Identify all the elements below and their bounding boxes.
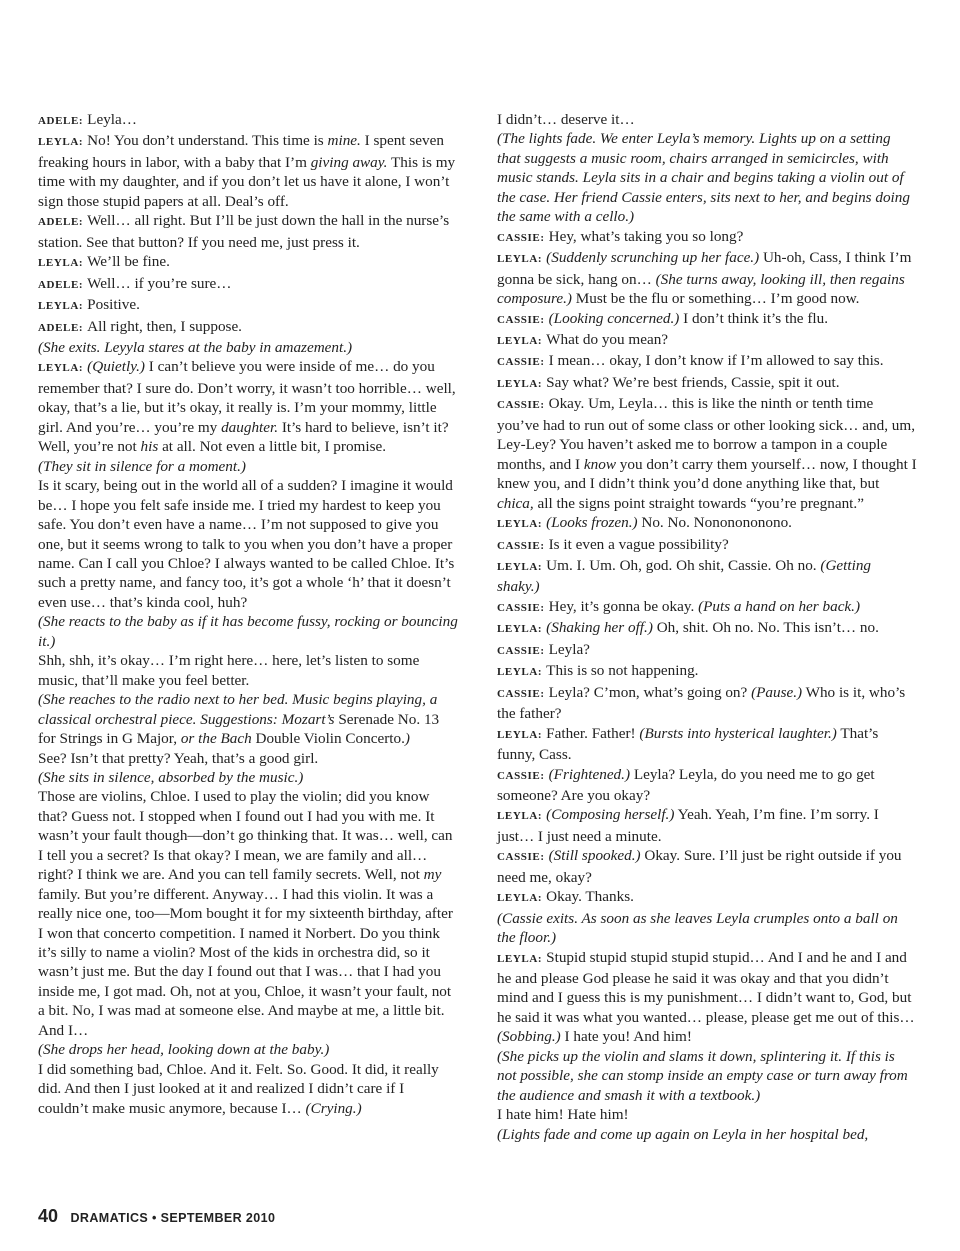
- italic-run: or the Bach: [177, 730, 256, 748]
- stage-direction: [38, 476, 458, 612]
- stage-direction: [38, 1040, 458, 1059]
- stage-direction: [38, 338, 458, 357]
- dialogue-line: [497, 227, 917, 248]
- speaker-name: LEYLA:: [497, 666, 543, 679]
- speaker-name: LEYLA:: [497, 810, 543, 823]
- dialogue-line: [38, 317, 458, 338]
- dialogue-line: [38, 211, 458, 252]
- italic-run: (Quietly.): [87, 358, 145, 376]
- speaker-name: CASSIE:: [497, 644, 545, 657]
- speaker-name: CASSIE:: [497, 769, 545, 782]
- text-run: Leyla…: [87, 111, 137, 128]
- speaker-name: ADELE:: [38, 216, 84, 229]
- text-run: I hate him! Hate him!: [497, 1106, 629, 1124]
- speaker-name: LEYLA:: [38, 136, 84, 149]
- text-run: Okay. Sure. I’ll just be right outside if you need me, okay?: [497, 847, 902, 886]
- italic-run: (They sit in silence for a moment.): [38, 457, 246, 475]
- text-run: All right, then, I suppose.: [87, 317, 242, 335]
- text-run: Oh, shit. Oh no. No. This isn’t… no.: [652, 619, 879, 637]
- text-run: See? Isn’t that pretty? Yeah, that’s a good girl.: [38, 749, 319, 767]
- italic-run: (Frightened.): [548, 765, 631, 783]
- text-run: at all. Not even a little bit, I promise.: [158, 438, 387, 456]
- dialogue-line: [497, 330, 917, 351]
- stage-direction: [38, 457, 458, 476]
- dialogue-line: [497, 948, 917, 1047]
- text-run: Positive.: [87, 296, 140, 314]
- text-run: Yeah. Yeah, I’m fine. I’m sorry. I just… I just need a minute.: [497, 806, 879, 845]
- text-run: Um. I. Um. Oh, god. Oh shit, Cassie. Oh no.: [546, 556, 821, 574]
- text-run: Double Violin Concerto.: [255, 730, 405, 748]
- speaker-name: CASSIE:: [497, 601, 545, 614]
- text-run: Leyla? Leyla, do you need me to go get someone? Are you okay?: [497, 765, 875, 804]
- dialogue-line: [497, 309, 917, 330]
- text-run: Hey, it’s gonna be okay.: [548, 597, 699, 615]
- speaker-name: ADELE:: [38, 321, 84, 334]
- text-run: Those are violins, Chloe. I used to play the violin; did you know that? Guess not. I stopped when I found out I had you with me. It wasn’t your fault though—don’t go thinking that. It was… well, can I tell you a secret? Is that okay? I mean, we are family and all… right? I think we are. And you can tell family secrets. Well, not: [38, 788, 453, 884]
- text-run: all the signs point straight towards “you’re pregnant.”: [533, 494, 864, 512]
- speaker-name: CASSIE:: [497, 356, 545, 369]
- speaker-name: ADELE:: [38, 278, 84, 291]
- dialogue-line: [497, 535, 917, 556]
- italic-run: (Puts a hand on her back.): [698, 597, 861, 615]
- speaker-name: LEYLA:: [497, 623, 543, 636]
- dialogue-line: [38, 252, 458, 273]
- dialogue-line: [497, 394, 917, 513]
- text-run: I can’t believe you were inside of me… do you remember that? I sure do. Don’t worry, it wasn’t too horrible… well, okay, that’s a lie, but it’s okay, it really is. I’m your mommy, little girl. And you’re… you’re my: [38, 358, 456, 436]
- speaker-name: LEYLA:: [497, 334, 543, 347]
- italic-run: (Still spooked.): [548, 847, 641, 865]
- text-run: Is it even a vague possibility?: [548, 535, 729, 553]
- left-script-column: [38, 110, 458, 1118]
- italic-run: (She reaches to the radio next to her bed. Music begins playing, a classical orchestral piece. Suggestions: Mozart’s: [38, 691, 438, 728]
- dialogue-line: [497, 683, 917, 724]
- stage-direction: [497, 129, 917, 226]
- speaker-name: CASSIE:: [497, 851, 545, 864]
- speaker-name: LEYLA:: [497, 253, 543, 266]
- italic-run: (She picks up the violin and slams it down, splintering it. If this is not possible, she can stomp inside an empty case or turn away from the audience and smash it with a textbook.): [497, 1047, 908, 1104]
- italic-run: (Cassie exits. As soon as she leaves Leyla crumples onto a ball on the floor.): [497, 909, 898, 947]
- italic-run: (Shaking her off.): [546, 619, 653, 637]
- text-run: No. No. Nononononono.: [637, 514, 792, 532]
- speaker-name: CASSIE:: [497, 231, 545, 244]
- dialogue-line: [497, 618, 917, 639]
- stage-direction: [497, 909, 917, 948]
- italic-run: know: [583, 455, 616, 473]
- italic-run: (Pause.): [751, 683, 803, 701]
- text-run: Well… if you’re sure…: [87, 274, 232, 292]
- italic-run: (She reacts to the baby as if it has become fussy, rocking or bouncing it.): [38, 613, 458, 650]
- italic-run: chica,: [497, 494, 534, 512]
- italic-run: his: [140, 438, 159, 456]
- speaker-name: CASSIE:: [497, 313, 545, 326]
- right-script-column: [497, 110, 917, 1144]
- text-run: This is my time with my daughter, and if you don’t let us have it alone, I won’t sign those stupid papers at all. Deal’s off.: [38, 153, 456, 210]
- text-run: I hate you! And him!: [560, 1028, 692, 1046]
- text-run: I did something bad, Chloe. And it. Felt. So. Good. It did, it really did. And then I just looked at it and realized I didn’t care if I couldn’t make music anymore, because I…: [38, 1060, 439, 1117]
- dialogue-line: [38, 131, 458, 211]
- dialogue-line: [497, 513, 917, 534]
- italic-run: mine.: [327, 132, 361, 150]
- italic-run: (Suddenly scrunching up her face.): [546, 249, 760, 267]
- stage-direction: [38, 768, 458, 787]
- dialogue-line: [497, 640, 917, 661]
- dialogue-line: [38, 295, 458, 316]
- speaker-name: CASSIE:: [497, 687, 545, 700]
- speaker-name: LEYLA:: [497, 728, 543, 741]
- italic-run: (Composing herself.): [546, 806, 675, 824]
- speaker-name: ADELE:: [38, 115, 84, 127]
- italic-run: my: [423, 866, 442, 884]
- text-run: you don’t carry them yourself… now, I thought I knew you, and I didn’t think you’d done anything like that, but: [497, 455, 917, 493]
- italic-run: (Lights fade and come up again on Leyla in her hospital bed,: [497, 1125, 869, 1143]
- speaker-name: LEYLA:: [497, 377, 543, 390]
- stage-direction: [497, 1125, 917, 1144]
- text-run: family. But you’re different. Anyway… I had this violin. It was a really nice one, too—Mom bought it for my sixteenth birthday, after I won that concerto competition. I named it Norbert. Do you think it’s silly to name a violin? Most of the kids in orchestra did, so it wasn’t just me. But the day I found out that I was… that I had you inside me, I got mad. Oh, not at you, Chloe, it wasn’t your fault, not a bit. No, I was mad at someone else. And maybe at me, a little bit. And I…: [38, 885, 453, 1039]
- stage-direction: [38, 690, 458, 748]
- dialogue-line: [497, 351, 917, 372]
- text-run: Father. Father!: [546, 724, 640, 742]
- text-run: Say what? We’re best friends, Cassie, spit it out.: [546, 373, 840, 391]
- text-run: Serenade No. 13 for Strings in G Major,: [38, 710, 440, 748]
- italic-run: (Crying.): [305, 1099, 362, 1117]
- text-run: Leyla? C’mon, what’s going on?: [548, 683, 752, 701]
- stage-direction: [38, 749, 458, 768]
- text-run: Okay. Thanks.: [546, 888, 634, 906]
- text-run: Must be the flu or something… I’m good now.: [571, 290, 860, 308]
- publication-line: DRAMATICS • SEPTEMBER 2010: [70, 1211, 276, 1225]
- italic-run: (Looking concerned.): [548, 309, 680, 327]
- text-run: I mean… okay, I don’t know if I’m allowed to say this.: [548, 352, 884, 370]
- dialogue-line: [497, 805, 917, 846]
- speaker-name: LEYLA:: [497, 892, 543, 905]
- text-run: What do you mean?: [546, 330, 669, 348]
- stage-direction: [38, 787, 458, 1040]
- text-run: I didn’t… deserve it…: [497, 111, 635, 128]
- italic-run: (She drops her head, looking down at the baby.): [38, 1041, 330, 1059]
- text-run: No! You don’t understand. This time is: [87, 132, 328, 150]
- speaker-name: LEYLA:: [38, 257, 84, 270]
- text-run: Leyla?: [548, 640, 590, 658]
- italic-run: (She exits. Leyyla stares at the baby in amazement.): [38, 338, 353, 356]
- text-run: Well… all right. But I’ll be just down the hall in the nurse’s station. See that button? If you need me, just press it.: [38, 212, 450, 251]
- stage-direction: [38, 612, 458, 651]
- speaker-name: LEYLA:: [38, 362, 84, 375]
- italic-run: ): [404, 730, 410, 748]
- text-run: Okay. Um, Leyla… this is like the ninth or tenth time you’ve had to run out of some class or other looking sick… and, um, Ley-Ley? You haven’t asked me to borrow a tampon in a couple months, and I: [497, 395, 916, 473]
- italic-run: daughter.: [221, 418, 279, 436]
- stage-direction: [497, 110, 917, 129]
- speaker-name: LEYLA:: [497, 952, 543, 965]
- italic-run: (Looks frozen.): [546, 514, 638, 532]
- italic-run: giving away.: [310, 153, 388, 171]
- italic-run: (The lights fade. We enter Leyla’s memory. Lights up on a setting that suggests a music room, chairs arranged in semicircles, with music stands. Leyla sits in a chair and begins taking a violin out of the case. Her friend Cassie enters, sits next to her, and begins doing the same with a cello.): [497, 130, 910, 226]
- text-run: Who is it, who’s the father?: [497, 683, 906, 723]
- page-footer: [38, 1206, 275, 1227]
- text-run: Stupid stupid stupid stupid stupid… And I and he and I and he and please God please he said it was okay and that you didn’t mind and I guess this is my punishment… I didn’t want to, God, but he said it was what you wanted… please, please get me out of this…: [497, 948, 915, 1026]
- italic-run: (She turns away, looking ill, then regains composure.): [497, 270, 905, 308]
- text-run: This is so not happening.: [546, 662, 699, 680]
- dialogue-line: [38, 357, 458, 456]
- dialogue-line: [497, 556, 917, 597]
- dialogue-line: [497, 597, 917, 618]
- stage-direction: [38, 651, 458, 690]
- italic-run: (Sobbing.): [497, 1028, 561, 1046]
- italic-run: (She sits in silence, absorbed by the music.): [38, 768, 304, 786]
- stage-direction: [497, 1047, 917, 1105]
- text-run: We’ll be fine.: [87, 253, 170, 271]
- dialogue-line: [38, 274, 458, 295]
- stage-direction: [497, 1105, 917, 1124]
- page-number: 40: [38, 1206, 59, 1226]
- text-run: Uh-oh, Cass, I think I’m gonna be sick, hang on…: [497, 249, 912, 288]
- text-run: I don’t think it’s the flu.: [679, 309, 828, 327]
- speaker-name: CASSIE:: [497, 539, 545, 552]
- speaker-name: LEYLA:: [497, 518, 543, 531]
- dialogue-line: [497, 373, 917, 394]
- text-run: I spent seven freaking hours in labor, with a baby that I’m: [38, 132, 444, 171]
- text-run: Is it scary, being out in the world all of a sudden? I imagine it would be… I hope you felt safe inside me. I tried my hardest to keep you safe. You don’t even have a name… I’m not supposed to give you one, but it seems wrong to talk to you when you don’t have a proper name. Can I call you Chloe? I always wanted to be called Chloe. It’s such a pretty name, and fancy too, it’s got a whole ‘h’ that it doesn’t even use… that’s kinda cool, huh?: [38, 477, 455, 611]
- text-run: It’s hard to believe, isn’t it? Well, you’re not: [38, 418, 449, 456]
- dialogue-line: [497, 887, 917, 908]
- text-run: Hey, what’s taking you so long?: [548, 227, 744, 245]
- dialogue-line: [38, 110, 458, 131]
- italic-run: (Bursts into hysterical laughter.): [639, 724, 837, 742]
- italic-run: (Getting shaky.): [497, 556, 872, 596]
- text-run: That’s funny, Cass.: [497, 724, 879, 764]
- speaker-name: CASSIE:: [497, 399, 545, 412]
- text-run: Shh, shh, it’s okay… I’m right here… here, let’s listen to some music, that’ll make you feel better.: [38, 652, 420, 689]
- dialogue-line: [497, 661, 917, 682]
- stage-direction: [38, 1060, 458, 1118]
- speaker-name: LEYLA:: [38, 300, 84, 313]
- dialogue-line: [497, 765, 917, 806]
- dialogue-line: [497, 846, 917, 887]
- speaker-name: LEYLA:: [497, 560, 543, 573]
- dialogue-line: [497, 724, 917, 765]
- dialogue-line: [497, 248, 917, 308]
